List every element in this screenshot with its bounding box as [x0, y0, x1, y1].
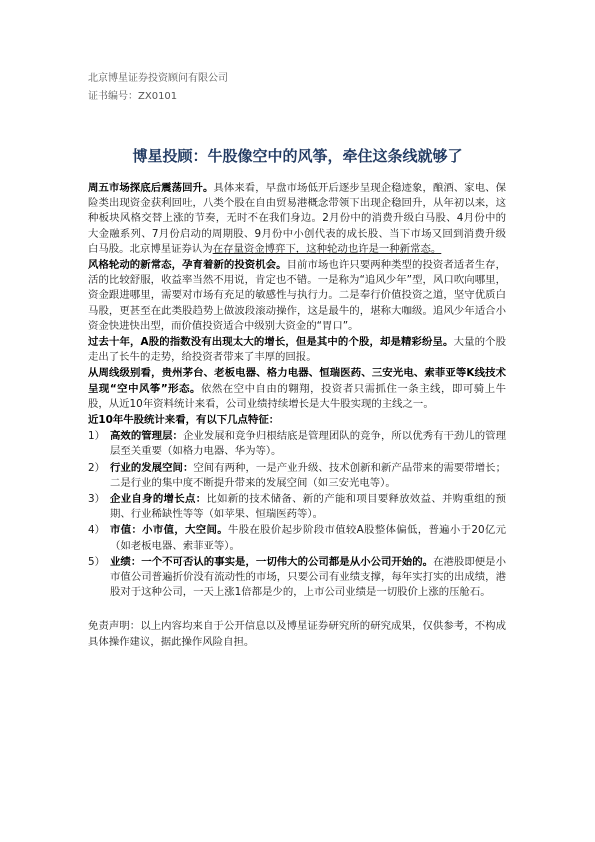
paragraph-3 — [88, 335, 506, 365]
article-body — [88, 181, 506, 651]
list-number: 1） — [88, 430, 106, 443]
disclaimer: 免责声明：以上内容均来自于公开信息以及博星证券研究所的研究成果，仅供参考，不构成具体操作建议，据此操作风险自担。 — [88, 620, 506, 648]
paragraph-lead: 从周线级别看，贵州茅台、老板电器、格力电器、恒瑞医药、三安光电、索菲亚等K线技术呈现“空中风筝”形态。 — [88, 367, 506, 395]
list-item-text: 企业发展和竞争归根结底是管理团队的竞争，所以优秀有干劲儿的管理层至关重要（如格力电器、华为等）。 — [110, 430, 506, 458]
paragraph-5 — [88, 413, 506, 428]
list-item — [88, 461, 506, 491]
paragraph-lead: 近10年牛股统计来看，有以下几点特征： — [88, 414, 280, 427]
list-item — [88, 523, 506, 553]
list-number: 3） — [88, 493, 106, 506]
list-item-lead: 高效的管理层： — [110, 430, 183, 443]
list-item-lead: 业绩：一个不可否认的事实是，一切伟大的公司都是从小公司开始的。 — [110, 555, 434, 568]
list-number: 2） — [88, 461, 106, 474]
certificate-number: 证书编号：ZX0101 — [88, 91, 178, 102]
list-item-lead: 企业自身的增长点： — [110, 493, 207, 506]
list-item-lead: 行业的发展空间： — [110, 461, 194, 474]
paragraph-2 — [88, 258, 506, 334]
list-item-text: 牛股在股价起步阶段市值较A股整体偏低，普遍小于20亿元（如老板电器、索菲亚等）。 — [110, 524, 507, 552]
paragraph-lead: 风格轮动的新常态，孕育着新的投资机会。 — [88, 259, 287, 272]
paragraph-1 — [88, 181, 506, 257]
feature-list — [88, 429, 506, 600]
list-item — [88, 555, 506, 601]
company-name: 北京博星证券投资顾问有限公司 — [88, 73, 228, 84]
list-number: 5） — [88, 555, 106, 568]
paragraph-text: 依然在空中自由的翱翔，投资者只需抓住一条主线，即可骑上牛股，从近10年资料统计来看，公司业绩持续增长是大牛股实现的主线之一。 — [88, 382, 506, 410]
list-item — [88, 492, 506, 522]
list-item-text: 在港股即便是小市值公司普遍折价没有流动性的市场，只要公司有业绩支撑，每年实打实的出成绩，港股对于这种公司，一天上涨1倍都是少的，上市公司业绩是一切股价上涨的压舱石。 — [110, 555, 506, 599]
paragraph-4 — [88, 366, 506, 412]
paragraph-lead: 周五市场探底后震荡回升。 — [88, 182, 214, 194]
paragraph-text: 具体来看，早盘市场低开后逐步呈现企稳迹象，酿酒、家电、保险类出现资金获利回吐，八类个股在自由贸易港概念带领下出现企稳回升，从年初以来，这种板块风格交替上涨的节奏，无时不在我们身边。2月份中的消费升级白马股、4月份中的大金融系列、7月份启动的周期股、9月份中小创代表的成长股、当下市场又回到消费升级白马股。北京博星证券认为 — [88, 182, 507, 255]
list-item-text: 空间有两种，一是产业升级、技术创新和新产品带来的需要带增长；二是行业的集中度不断提升带来的发展空间（如三安光电等）。 — [110, 461, 506, 489]
paragraph-text: 大量的个股走出了长牛的走势，给投资者带来了丰厚的回报。 — [88, 336, 506, 364]
article-title: 博星投顾：牛股像空中的风筝，牵住这条线就够了 — [132, 147, 463, 165]
list-item-lead: 市值：小市值，大空间。 — [110, 524, 228, 537]
paragraph-lead: 过去十年，A股的指数没有出现太大的增长，但是其中的个股，却是精彩纷呈。 — [88, 336, 454, 349]
paragraph-text: 目前市场也许只要两种类型的投资者适者生存，活的比较舒服，收益率当然不用说，肯定也不错。一是称为“追风少年”型，风口吹向哪里，资金跟进哪里，需要对市场有充足的敏感性与执行力。二是奉行价值投资之道，坚守优质白马股，更甚至在此类股趋势上做波段滚动操作，这是最牛的，堪称大咖级。追风少年适合小资金快进快出型，而价值投资适合中级别大资金的“胃口”。 — [88, 259, 506, 332]
list-item-text: 比如新的技术储备、新的产能和项目要释放效益、并购重组的预期、行业稀缺性等等（如苹果、恒瑞医药等）。 — [110, 493, 507, 521]
list-number: 4） — [88, 524, 106, 537]
list-item — [88, 429, 506, 459]
underlined-text: 在存量资金博弈下，这种轮动也许是一种新常态。 — [212, 242, 442, 255]
